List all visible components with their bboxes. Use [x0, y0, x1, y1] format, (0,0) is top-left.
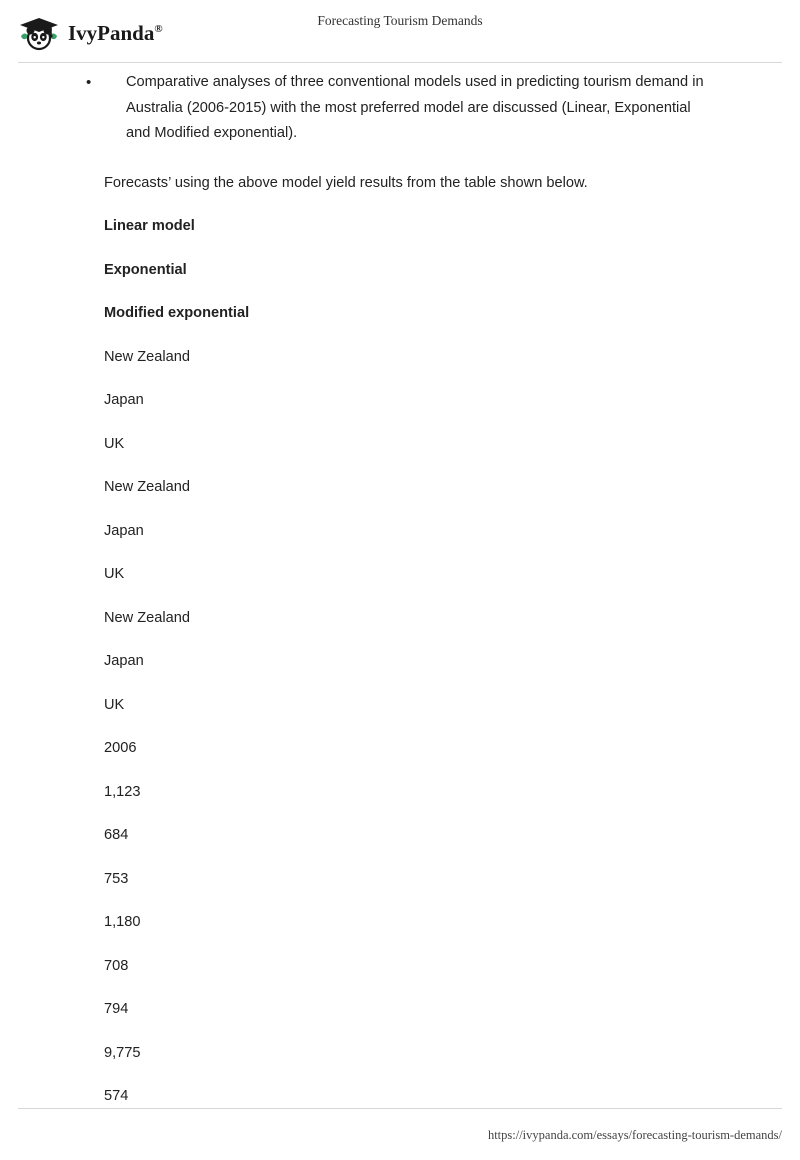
paragraph: UK	[104, 435, 125, 452]
page-header	[0, 0, 800, 62]
paragraph: Forecasts’ using the above model yield results from the table shown below.	[104, 174, 588, 191]
paragraph: 1,180	[104, 914, 141, 930]
paragraph: 1,123	[104, 783, 141, 800]
paragraph: 2006	[104, 740, 137, 756]
document-title: Forecasting Tourism Demands	[317, 13, 483, 28]
paragraph: Japan	[104, 653, 144, 669]
list-item-text: Comparative analyses of three conventional models used in predicting tourism demand in Australia (2006-2015) with the most preferred model are discussed (Linear, Exponential and Modified exponential).	[126, 74, 704, 141]
paragraph: UK	[104, 696, 125, 713]
paragraph: 708	[104, 957, 129, 974]
brand-name-text: IvyPanda	[68, 20, 155, 45]
paragraph-linear-model: Linear model	[104, 218, 195, 234]
paragraph: Japan	[104, 522, 144, 539]
bullet-list	[0, 70, 800, 147]
paragraph: 574	[104, 1088, 129, 1104]
paragraph: Japan	[104, 392, 144, 408]
paragraph: 684	[104, 827, 129, 843]
bullet-marker: •	[86, 74, 92, 91]
list-item	[0, 70, 800, 147]
footer-source-url[interactable]: https://ivypanda.com/essays/forecasting-tourism-demands/	[487, 1128, 782, 1142]
paragraph: New Zealand	[104, 348, 190, 365]
paragraph: New Zealand	[104, 609, 190, 626]
paragraph-modified-exponential: Modified exponential	[104, 305, 250, 321]
paragraph: 794	[104, 1001, 129, 1017]
paragraph: 753	[104, 870, 129, 887]
paragraph: New Zealand	[104, 479, 190, 495]
registered-mark: ®	[154, 22, 163, 35]
paragraph-exponential: Exponential	[104, 261, 187, 278]
header-divider	[18, 62, 782, 63]
paragraph: UK	[104, 566, 125, 582]
document-content	[0, 70, 800, 1110]
paragraph: 9,775	[104, 1044, 141, 1061]
footer-divider	[18, 1108, 782, 1109]
